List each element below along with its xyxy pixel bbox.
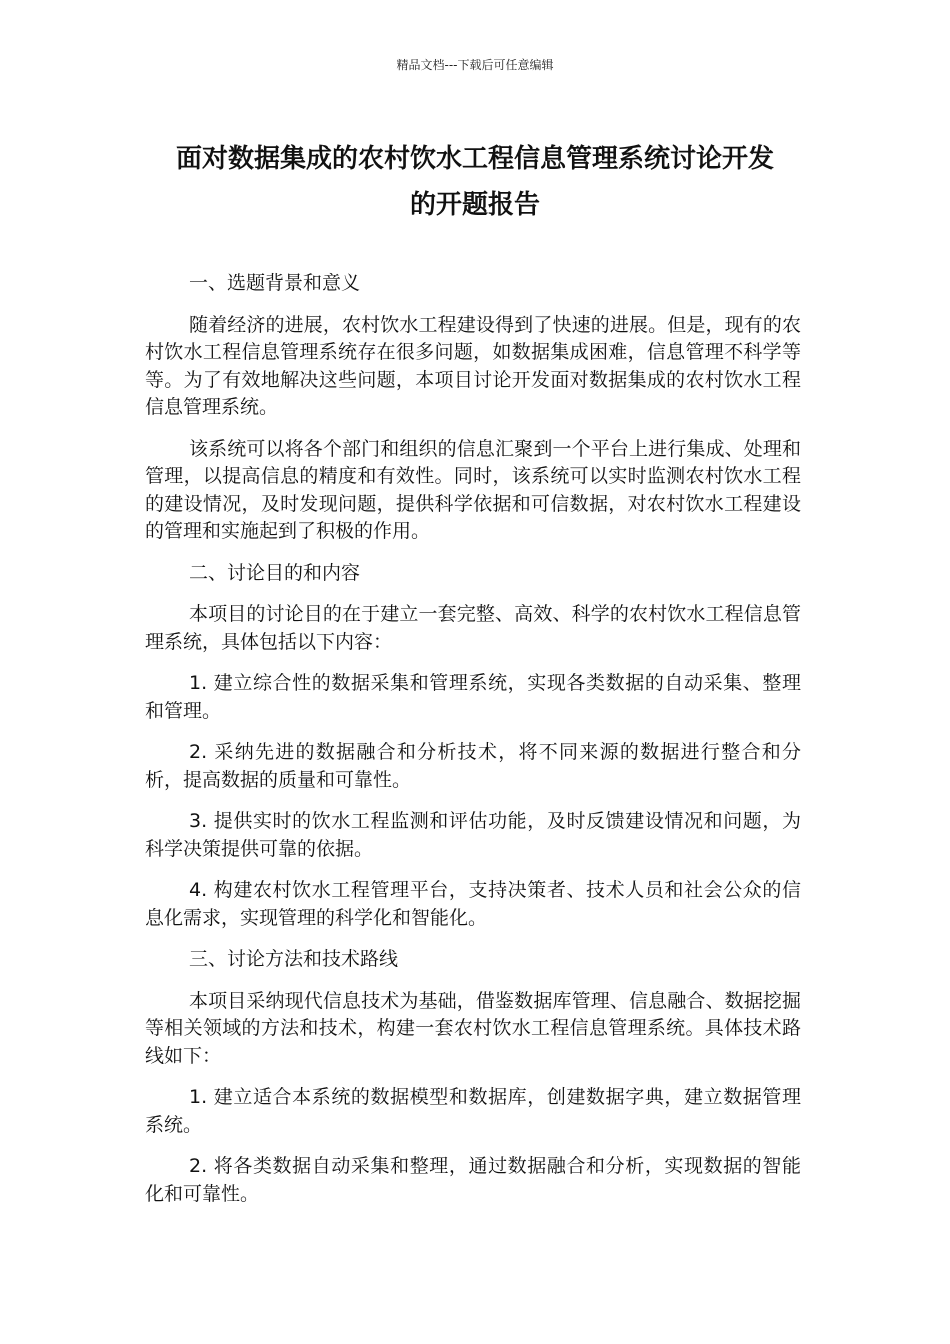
list-item: 3. 提供实时的饮水工程监测和评估功能，及时反馈建设情况和问题，为科学决策提供可靠的依据。 bbox=[145, 810, 801, 860]
document-title bbox=[140, 136, 810, 228]
section-heading-objectives: 二、讨论目的和内容 bbox=[189, 561, 361, 584]
section-heading-background: 一、选题背景和意义 bbox=[189, 272, 361, 294]
paragraph: 本项目的讨论目的在于建立一套完整、高效、科学的农村饮水工程信息管理系统，具体包括以下内容： bbox=[145, 603, 801, 653]
list-item: 1. 建立综合性的数据采集和管理系统，实现各类数据的自动采集、整理和管理。 bbox=[145, 672, 801, 722]
section-heading-methods: 三、讨论方法和技术路线 bbox=[189, 948, 399, 970]
paragraph: 随着经济的进展，农村饮水工程建设得到了快速的进展。但是，现有的农村饮水工程信息管理系统存在很多问题，如数据集成困难，信息管理不科学等等。为了有效地解决这些问题，本项目讨论开发面对数据集成的农村饮水工程信息管理系统。 bbox=[145, 313, 801, 418]
list-item: 4. 构建农村饮水工程管理平台，支持决策者、技术人员和社会公众的信息化需求，实现管理的科学化和智能化。 bbox=[145, 879, 801, 929]
paragraph: 该系统可以将各个部门和组织的信息汇聚到一个平台上进行集成、处理和管理，以提高信息的精度和有效性。同时，该系统可以实时监测农村饮水工程的建设情况，及时发现问题，提供科学依据和可信数据，对农村饮水工程建设的管理和实施起到了积极的作用。 bbox=[145, 437, 801, 542]
list-item: 2. 采纳先进的数据融合和分析技术，将不同来源的数据进行整合和分析，提高数据的质量和可靠性。 bbox=[145, 741, 801, 791]
title-line-1: 面对数据集成的农村饮水工程信息管理系统讨论开发 bbox=[175, 144, 774, 174]
page-header: 精品文档---下载后可任意编辑 bbox=[396, 58, 554, 72]
list-item: 2. 将各类数据自动采集和整理，通过数据融合和分析，实现数据的智能化和可靠性。 bbox=[145, 1155, 801, 1205]
document-body bbox=[145, 270, 801, 1222]
paragraph: 本项目采纳现代信息技术为基础，借鉴数据库管理、信息融合、数据挖掘等相关领域的方法和技术，构建一套农村饮水工程信息管理系统。具体技术路线如下： bbox=[145, 989, 801, 1067]
list-item: 1. 建立适合本系统的数据模型和数据库，创建数据字典，建立数据管理系统。 bbox=[145, 1086, 801, 1136]
title-line-2: 的开题报告 bbox=[409, 190, 540, 220]
